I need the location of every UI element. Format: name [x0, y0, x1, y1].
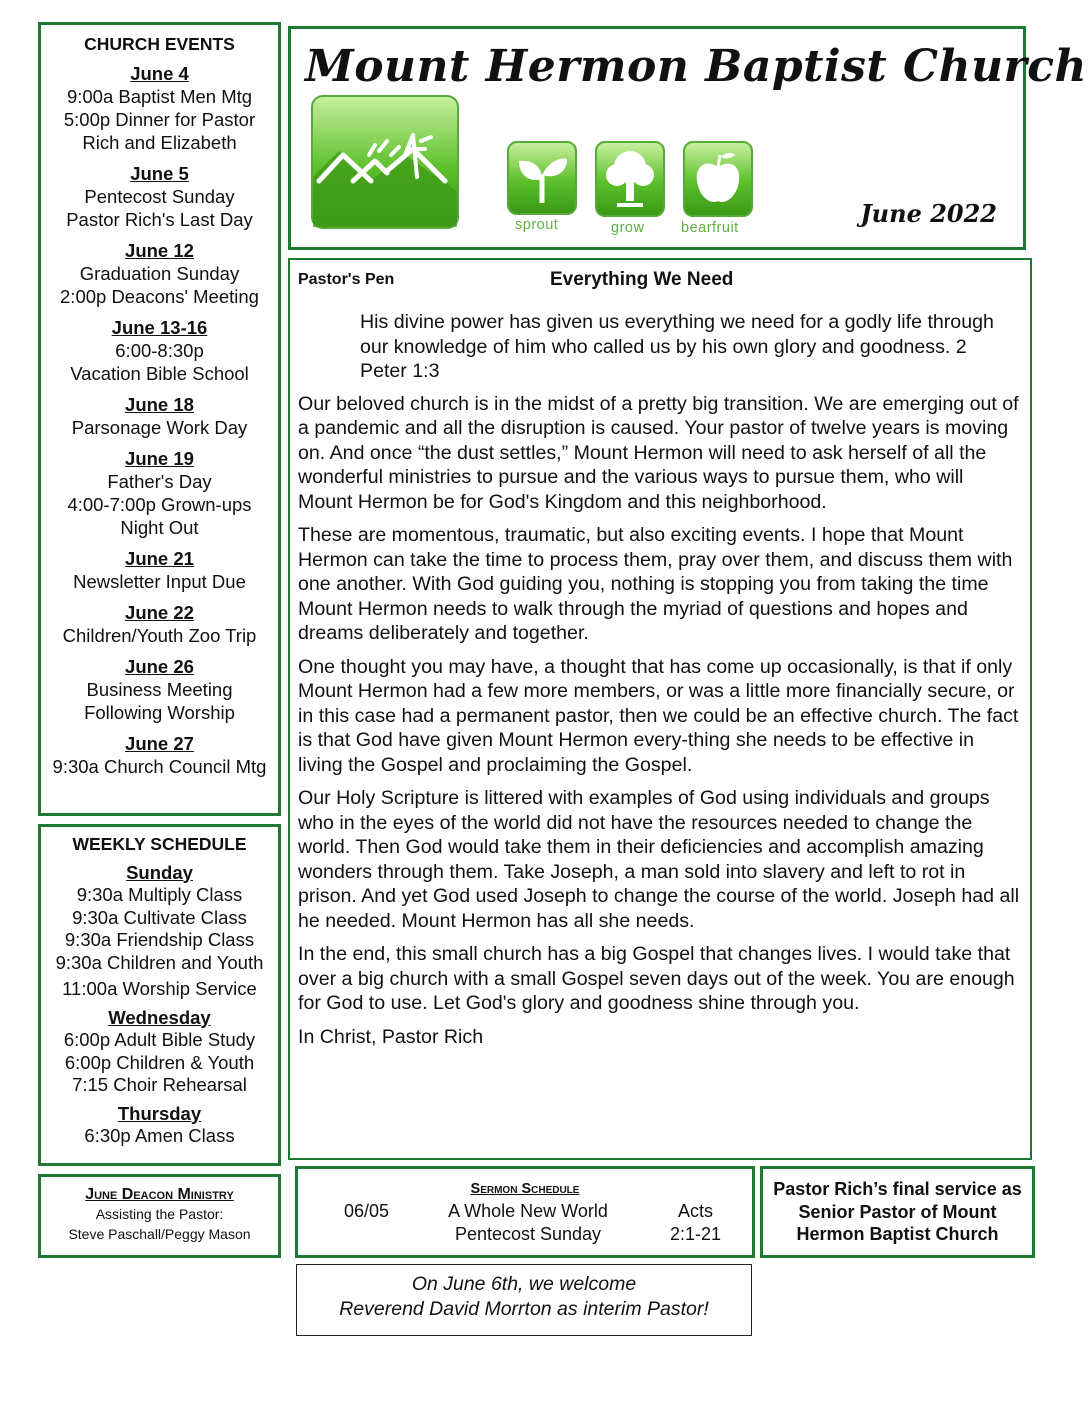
schedule-item: 7:15 Choir Rehearsal: [72, 1074, 247, 1095]
event-detail: 5:00p Dinner for Pastor: [63, 109, 256, 130]
schedule-item: 9:30a Friendship Class: [64, 929, 255, 950]
final-service-text: Pastor Rich’s final service as Senior Pastor of Mount Hermon Baptist Church: [773, 1179, 1022, 1244]
pastors-pen-paragraph: One thought you may have, a thought that has come up occasionally, is that if only Mount Hermon had a few more members, or was a little more financially secure, or in this case had a permanent pastor, then we could be an effective church. The fact is that God have given Mount Hermon every-thing she needs to be effective in living the Gospel and proclaiming the Gospel.: [298, 655, 1019, 776]
welcome-line2: Reverend David Morrton as interim Pastor!: [339, 1297, 709, 1320]
grow-label: grow: [611, 220, 645, 236]
church-events-title: CHURCH EVENTS: [84, 34, 235, 54]
event-detail: Rich and Elizabeth: [82, 132, 237, 153]
event-group: [41, 732, 278, 778]
deacon-ministry-title: June Deacon Ministry: [85, 1186, 234, 1203]
event-detail: 6:00-8:30p: [115, 340, 204, 361]
pastors-pen-title: Everything We Need: [550, 269, 734, 290]
schedule-item: 11:00a Worship Service: [62, 978, 257, 999]
event-date: June 5: [130, 163, 189, 184]
event-group: [41, 547, 278, 593]
event-detail: Business Meeting: [86, 679, 233, 700]
church-events-list: [41, 62, 278, 778]
tree-icon: [595, 141, 665, 217]
event-group: [41, 447, 278, 539]
pastors-pen-body: [298, 392, 1022, 1050]
sprout-icon: [507, 141, 577, 215]
event-date: June 27: [125, 733, 194, 754]
schedule-item: 6:30p Amen Class: [84, 1125, 235, 1146]
sermon-schedule-title: Sermon Schedule: [470, 1181, 580, 1197]
pastors-pen-paragraph: Our Holy Scripture is littered with examples of God using individuals and groups who in the eyes of the world did not have the resources needed to change the world. Then God would take them in their deficiencies and accomplish amazing wonders through them. Take Joseph, a man sold into slavery and left to rot in prison. And yet God used Joseph to change the course of the world. Joseph had all he needed. Mount Hermon has all she needs.: [298, 787, 1020, 932]
schedule-item: 9:30a Cultivate Class: [72, 906, 247, 928]
pastors-pen-label: Pastor's Pen: [298, 271, 395, 288]
weekly-schedule-title: WEEKLY SCHEDULE: [72, 834, 247, 854]
schedule-day-group: [41, 862, 278, 1001]
sermon-book: Acts: [678, 1201, 714, 1221]
schedule-day-group: [41, 1007, 278, 1097]
pastors-pen-header: [298, 268, 1022, 294]
church-events-box: [38, 22, 281, 816]
deacon-ministry-line2: Steve Paschall/Peggy Mason: [68, 1226, 251, 1242]
event-date: June 13-16: [111, 317, 208, 338]
event-detail: Pentecost Sunday: [84, 186, 235, 207]
bearfruit-label: bearfruit: [681, 220, 739, 236]
event-date: June 12: [125, 240, 194, 261]
event-detail: Newsletter Input Due: [73, 571, 246, 592]
mountain-cross-icon: [311, 95, 459, 229]
pastors-pen-box: [288, 258, 1032, 1160]
schedule-item: 6:00p Children & Youth: [64, 1051, 255, 1073]
event-detail: 9:00a Baptist Men Mtg: [66, 86, 253, 107]
final-service-box: [760, 1166, 1035, 1258]
event-detail: Following Worship: [84, 702, 235, 723]
event-group: [41, 601, 278, 647]
event-detail: Children/Youth Zoo Trip: [62, 625, 257, 646]
event-date: June 26: [125, 656, 194, 677]
weekly-schedule-box: [38, 824, 281, 1166]
schedule-item: 9:30a Children and Youth: [55, 951, 264, 973]
event-detail: Vacation Bible School: [70, 363, 249, 384]
event-detail: Father's Day: [107, 471, 212, 492]
schedule-item: 9:30a Multiply Class: [76, 884, 243, 905]
schedule-item: 6:00p Adult Bible Study: [63, 1029, 256, 1050]
event-detail: 2:00p Deacons' Meeting: [60, 286, 259, 307]
event-date: June 21: [125, 548, 194, 569]
pastors-pen-paragraph: These are momentous, traumatic, but also exciting events. I hope that Mount Hermon can take the time to process them, pray over them, and discuss them with one another. With God guiding you, nothing is stopping you from taking the time Mount Hermon needs to walk through the myriad of questions and hopes and dreams deliberately and together.: [298, 524, 1013, 644]
scripture-verse: His divine power has given us everything we need for a godly life through our knowledge of him who called us by his own glory and goodness. 2 Peter 1:3: [360, 311, 994, 382]
welcome-box: [296, 1264, 752, 1336]
deacon-ministry-box: [38, 1174, 281, 1258]
welcome-line1: On June 6th, we welcome: [411, 1273, 637, 1295]
event-date: June 22: [125, 602, 194, 623]
sprout-label: sprout: [515, 217, 559, 233]
apple-icon: [683, 141, 753, 217]
event-detail: Graduation Sunday: [79, 263, 240, 284]
deacon-ministry-line1: Assisting the Pastor:: [95, 1206, 224, 1222]
schedule-day: Wednesday: [108, 1006, 211, 1028]
pastors-pen-paragraph: In the end, this small church has a big Gospel that changes lives. I would take that over a big church with a small Gospel seven days out of the week. You are enough for God to use. Let God's glory and goodness shine through you.: [298, 943, 1015, 1014]
schedule-day-group: [41, 1103, 278, 1148]
schedule-day: Thursday: [117, 1102, 202, 1124]
pastors-pen-paragraph: Our beloved church is in the midst of a pretty big transition. We are emerging out of a pandemic and all the disruption is caused. Your pastor of twelve years is moving on. And once “the dust settles,” Mount Hermon will need to ask herself of all the wonderful ministries to pursue and the various ways to pursue them, who will Mount Hermon be for God's Kingdom and this neighborhood.: [298, 392, 1019, 513]
sermon-chapter: 2:1-21: [670, 1224, 722, 1244]
event-group: [41, 316, 278, 385]
schedule-day: Sunday: [126, 861, 193, 883]
event-detail: 4:00-7:00p Grown-ups: [67, 494, 252, 515]
event-group: [41, 655, 278, 724]
sermon-occasion: Pentecost Sunday: [454, 1224, 602, 1244]
issue-date: June 2022: [860, 199, 997, 228]
masthead: [288, 26, 1088, 250]
event-detail: Pastor Rich's Last Day: [66, 209, 253, 230]
pastors-pen-paragraph: In Christ, Pastor Rich: [298, 1025, 484, 1048]
event-group: [41, 62, 278, 154]
event-date: June 18: [125, 394, 194, 415]
event-date: June 4: [130, 63, 189, 84]
church-name: Mount Hermon Baptist Church: [305, 41, 1088, 92]
event-detail: 9:30a Church Council Mtg: [52, 756, 267, 777]
event-group: [41, 162, 278, 231]
weekly-schedule-list: [41, 862, 278, 1148]
sermon-title: A Whole New World: [448, 1201, 608, 1221]
event-date: June 19: [125, 448, 194, 469]
event-detail: Parsonage Work Day: [71, 417, 248, 438]
event-group: [41, 239, 278, 308]
sermon-schedule-box: [295, 1166, 755, 1258]
sermon-date: 06/05: [344, 1201, 390, 1221]
event-detail: Night Out: [120, 517, 199, 538]
event-group: [41, 393, 278, 439]
